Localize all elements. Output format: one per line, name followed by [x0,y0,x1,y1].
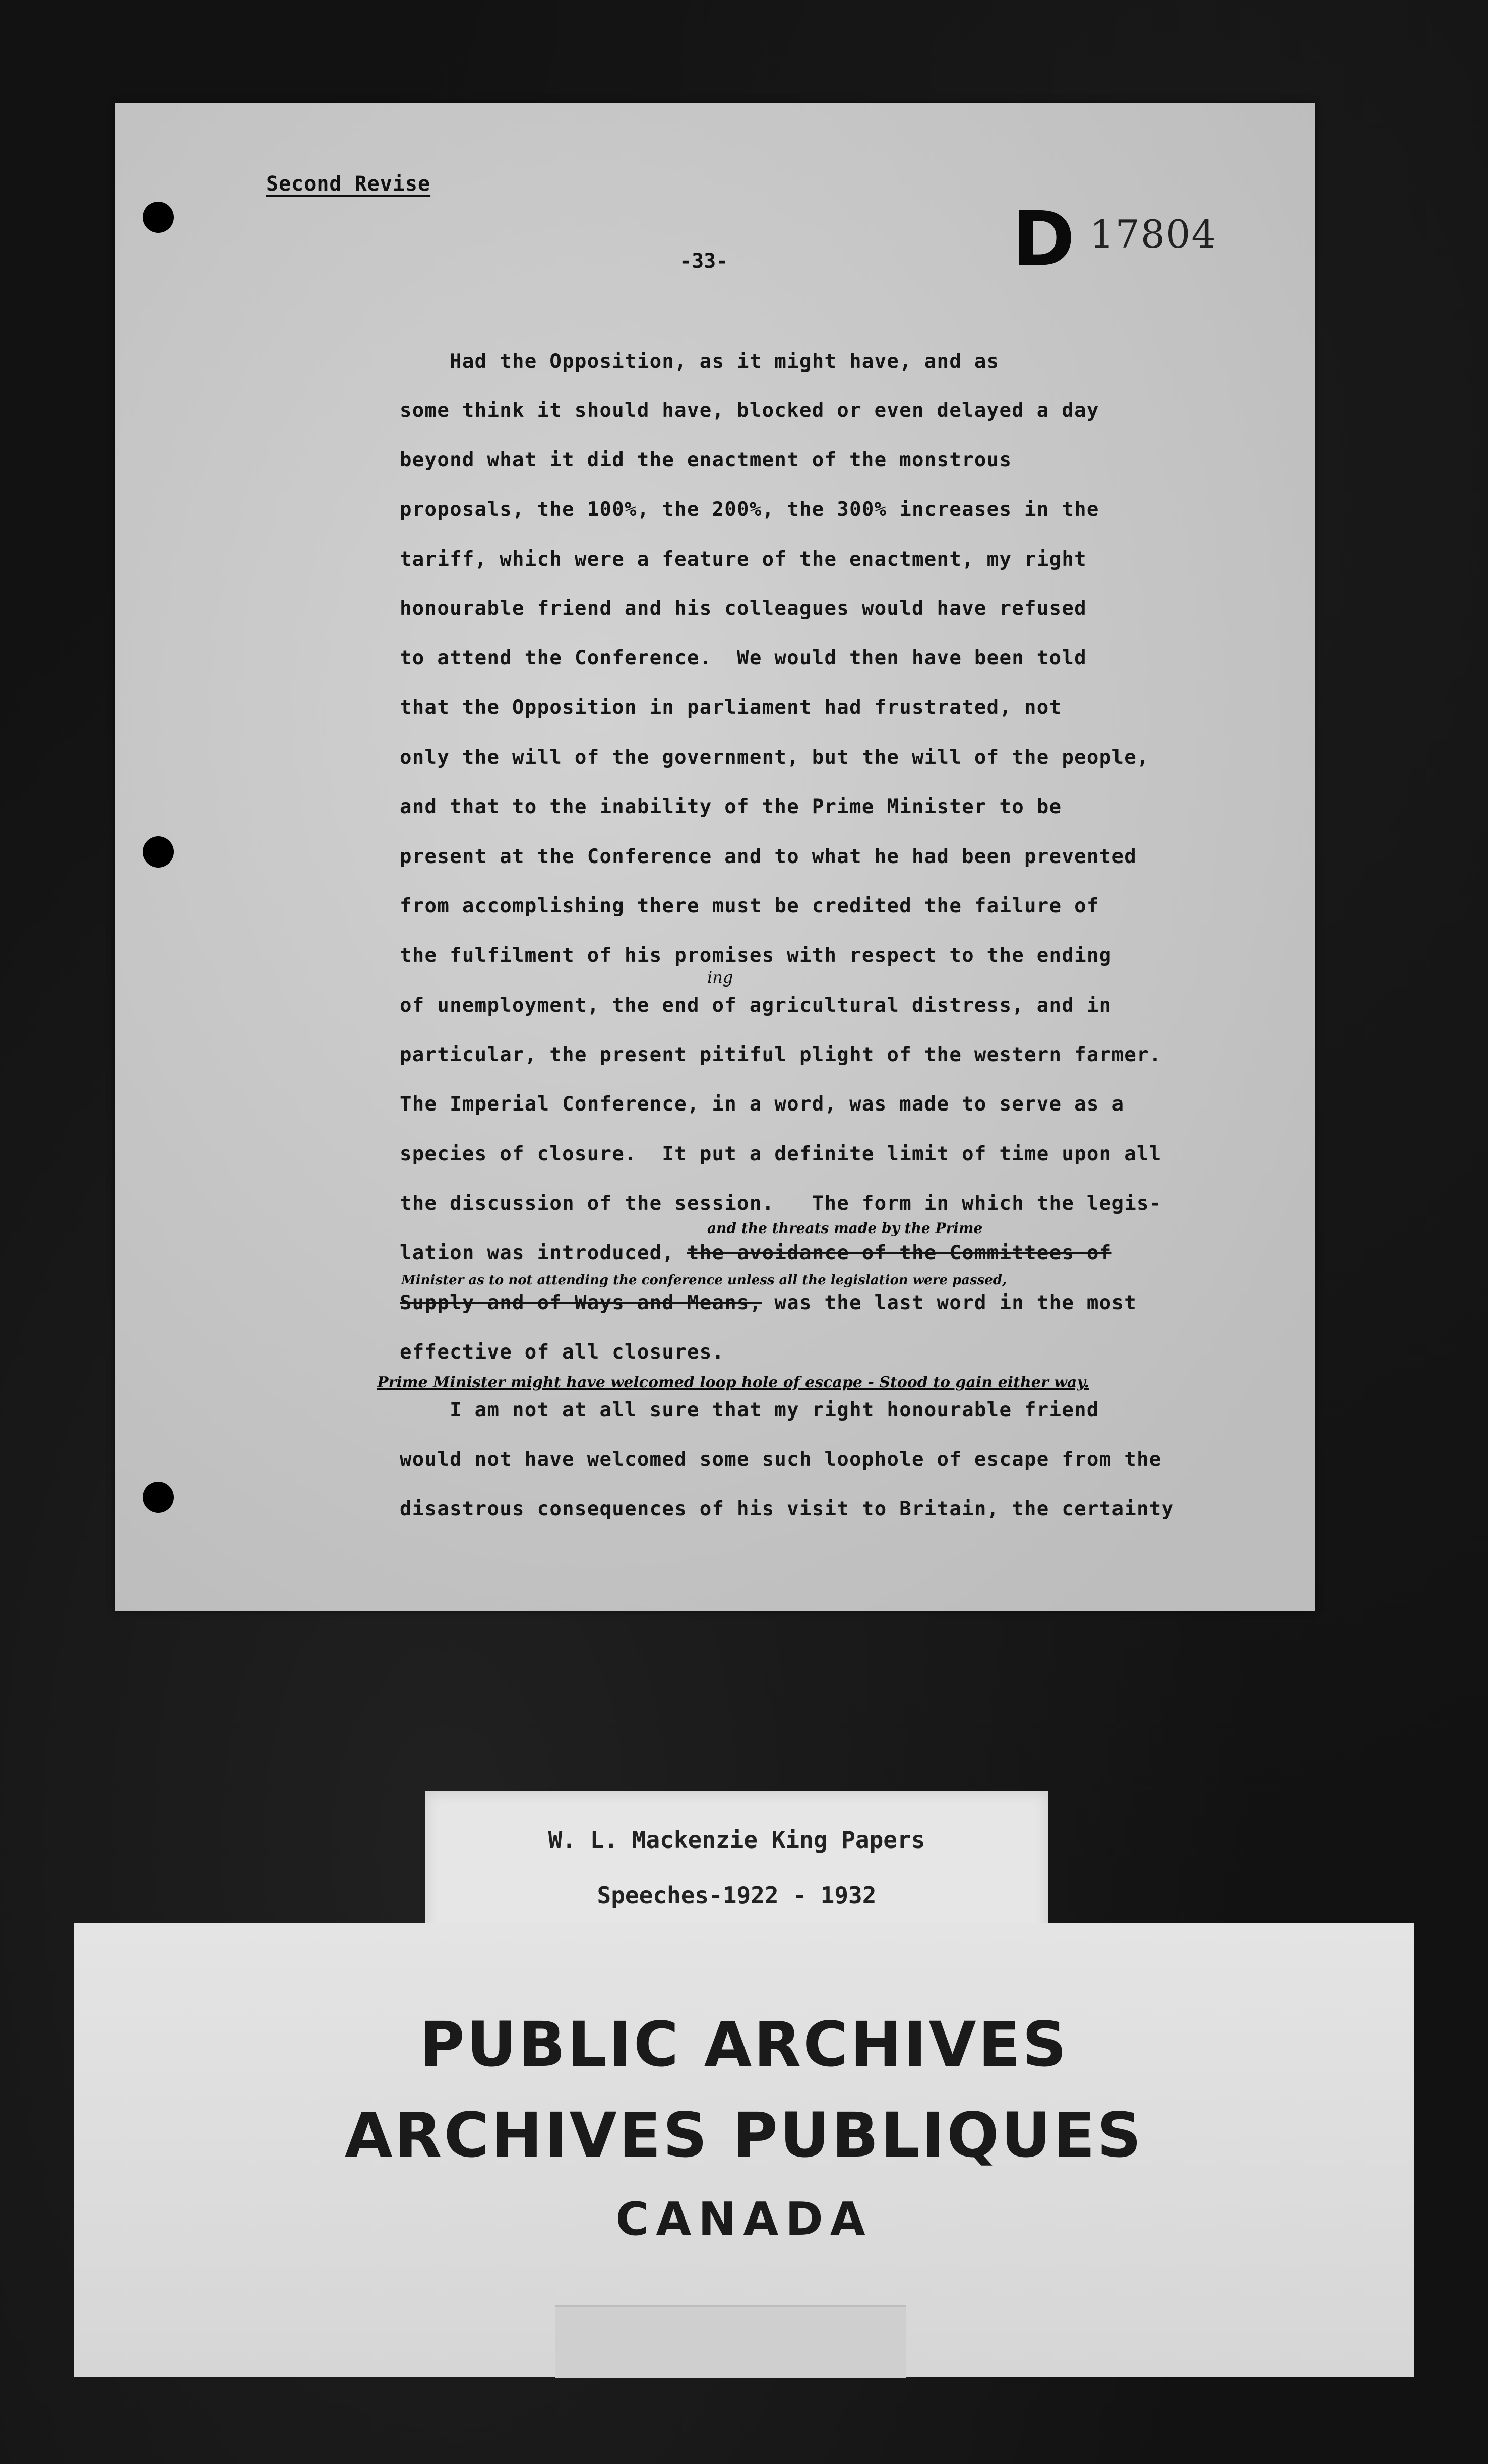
punch-hole [143,202,174,233]
text-line: particular, the present pitiful plight of the western farmer. [400,1043,1162,1066]
archive-title-fr: ARCHIVES PUBLIQUES [344,2100,1144,2171]
text-line: present at the Conference and to what he had been prevented [400,845,1137,868]
text-line: the fulfilment of his promises with respect to the ending [400,944,1112,967]
text-line: would not have welcomed some such loophole of escape from the [400,1448,1162,1471]
struck-text: Supply and of Ways and Means, [400,1291,762,1314]
text-line: only the will of the government, but the will of the people, [400,746,1149,769]
label-tab [555,2305,906,2378]
text-line [400,1291,1137,1314]
text-line: that the Opposition in parliament had frustrated, not [400,696,1062,719]
handwritten-annotation: Minister as to not attending the conference unless all the legislation were passed, [401,1273,1007,1288]
text-segment: lation was introduced, [400,1242,687,1264]
text-line: The Imperial Conference, in a word, was made to serve as a [400,1093,1125,1116]
text-line: and that to the inability of the Prime Minister to be [400,795,1062,818]
punch-hole [143,836,174,868]
text-line: some think it should have, blocked or even delayed a day [400,399,1099,422]
text-line: tariff, which were a feature of the enactment, my right [400,548,1087,571]
document-number: 17804 [1090,212,1217,257]
text-line: the discussion of the session. The form in which the legis- [400,1192,1162,1215]
text-line: proposals, the 100%, the 200%, the 300% increases in the [400,498,1099,521]
page-number: -33- [679,250,728,273]
text-line: honourable friend and his colleagues would have refused [400,597,1087,620]
handwritten-insertion: ing [707,968,733,987]
text-line: I am not at all sure that my right honourable friend [400,1399,1099,1422]
handwritten-annotation: Prime Minister might have welcomed loop hole of escape - Stood to gain either way. [377,1374,1089,1391]
document-page [115,103,1315,1611]
punch-hole [143,1482,174,1513]
text-line: to attend the Conference. We would then have been told [400,647,1087,669]
collection-series: Speeches-1922 - 1932 [597,1882,877,1909]
archive-title-en: PUBLIC ARCHIVES [419,2009,1069,2080]
text-line: of unemployment, the end of agricultural distress, and in [400,994,1112,1017]
document-letter-stamp: D [1012,196,1075,283]
text-line: from accomplishing there must be credited the failure of [400,895,1099,917]
revision-label: Second Revise [266,172,431,196]
text-line [400,1242,1111,1264]
collection-name: W. L. Mackenzie King Papers [548,1826,925,1854]
handwritten-annotation: and the threats made by the Prime [707,1220,983,1237]
text-line: species of closure. It put a definite limit of time upon all [400,1143,1162,1165]
struck-text: the avoidance of the Committees of [687,1242,1112,1264]
archive-country: CANADA [615,2193,873,2246]
text-line: beyond what it did the enactment of the monstrous [400,449,1012,471]
text-line: disastrous consequences of his visit to Britain, the certainty [400,1498,1174,1520]
text-segment: was the last word in the most [762,1291,1137,1314]
text-line: Had the Opposition, as it might have, and as [400,350,1000,373]
text-line: effective of all closures. [400,1341,725,1364]
